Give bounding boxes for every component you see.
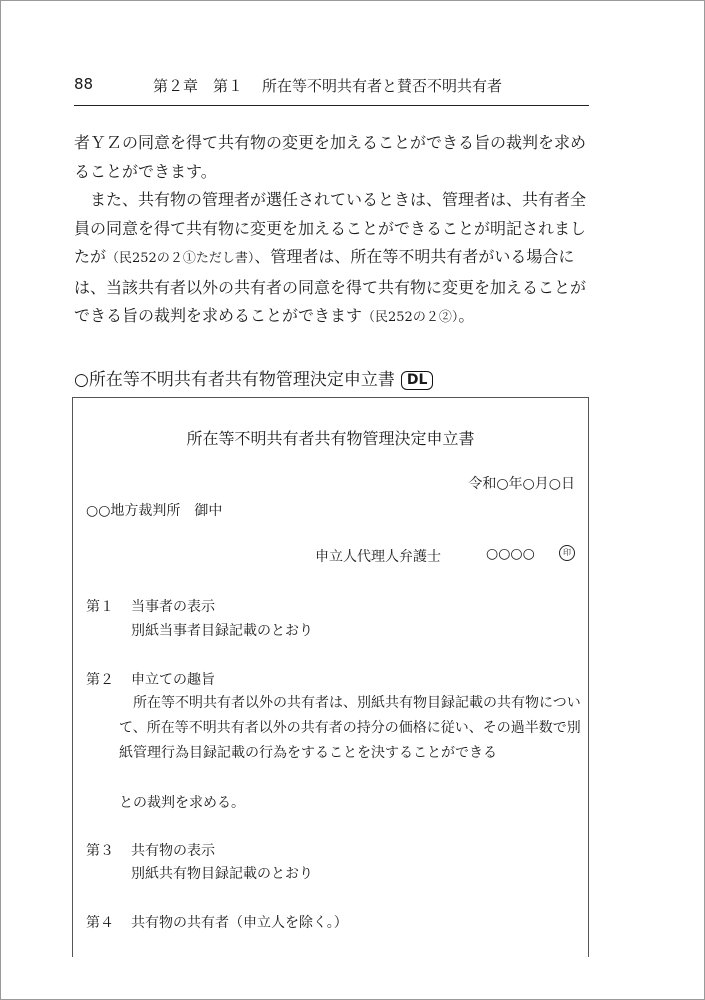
statute-reference: （民252の２②）	[362, 310, 459, 325]
paragraph-2-end: 。	[458, 306, 475, 325]
document-title: 所在等不明共有者共有物管理決定申立書	[186, 429, 475, 448]
seal-icon: 印	[559, 545, 575, 561]
running-title: 所在等不明共有者と賛否不明共有者	[262, 77, 503, 95]
section-body: 別紙当事者目録記載のとおり	[131, 623, 313, 639]
document-date: 令和○年○月○日	[468, 476, 575, 492]
body-text	[74, 129, 592, 333]
section-number: 第１	[86, 599, 114, 615]
paragraph-2-rest: 、管理者は、所在等不明共有者がいる場合には、当該共有者以外の共有者の同意を得て共有物に変更を加えることができる旨の裁判を求めることができます	[74, 247, 587, 325]
section-title: 共有物の表示	[131, 843, 215, 859]
running-header	[74, 75, 589, 106]
section-title: 共有物の共有者（申立人を除く。）	[131, 915, 348, 931]
section-body: 所在等不明共有者以外の共有者は、別紙共有物目録記載の共有物について、所在等不明共有者以外の共有者の持分の価格に従い、その過半数で別紙管理行為目録記載の行為をすることを決することができる	[119, 695, 581, 761]
applicant-role: 申立人代理人弁護士	[315, 549, 441, 565]
section-number: 第３	[86, 843, 114, 859]
form-document	[72, 397, 589, 957]
download-badge[interactable]: DL	[401, 371, 434, 390]
court-addressee: ○○地方裁判所 御中	[86, 503, 223, 519]
section-title: 当事者の表示	[131, 599, 215, 615]
page-number: 88	[74, 75, 94, 93]
chapter-label: 第２章 第１	[153, 77, 244, 95]
form-heading	[74, 365, 433, 390]
section-body: 別紙共有物目録記載のとおり	[131, 866, 313, 882]
section-number: 第２	[86, 672, 114, 688]
paragraph-1: 者ＹＺの同意を得て共有物の変更を加えることができる旨の裁判を求めることができます。	[74, 133, 587, 181]
section-title: 申立ての趣旨	[131, 672, 215, 688]
form-heading-label: ○所在等不明共有者共有物管理決定申立書	[74, 370, 395, 390]
statute-reference: （民252の２①ただし書）	[106, 251, 255, 266]
paragraph-2-main: また、共有物の管理者が選任されているときは、管理者は、共有者全員の同意を得て共有物に変更を加えることができることが明記されましたが	[74, 190, 587, 266]
paragraph-2	[74, 186, 592, 333]
section-body-end: との裁判を求める。	[119, 795, 245, 811]
section-number: 第４	[86, 915, 114, 931]
applicant-name: ○○○○	[486, 546, 535, 562]
